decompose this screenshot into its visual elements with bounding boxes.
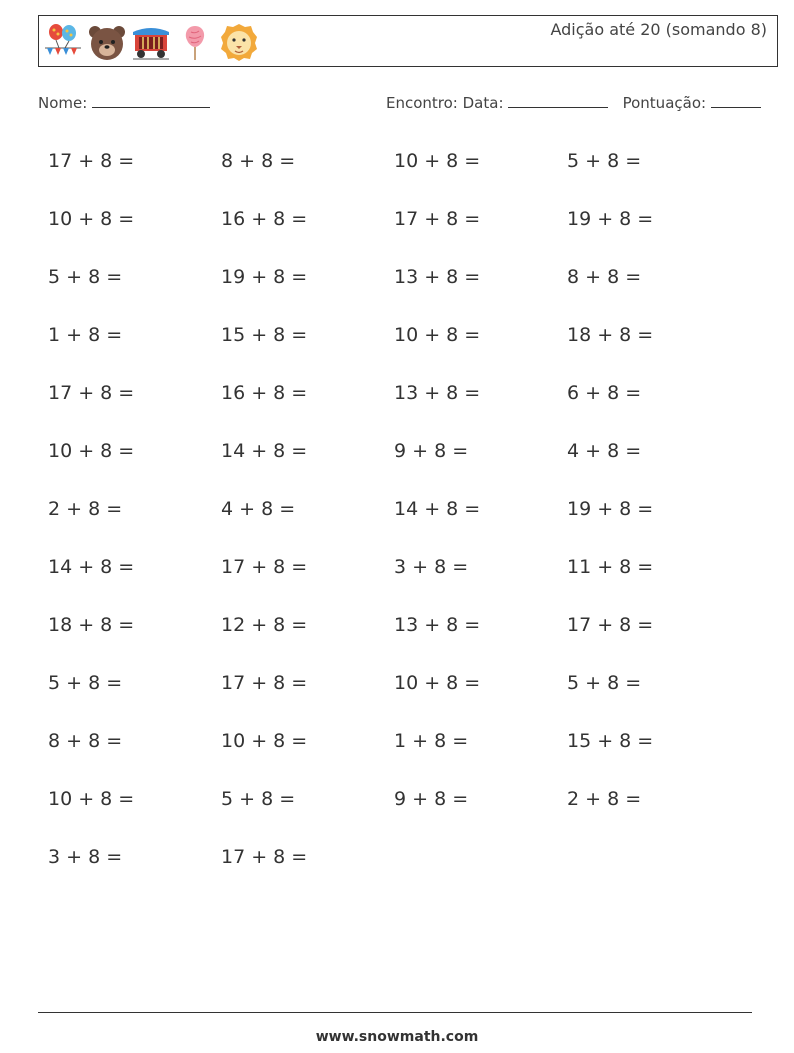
meeting-date-label: Encontro: Data:: [386, 94, 504, 112]
problem-item: 5 + 8 =: [567, 150, 642, 172]
problem-item: 4 + 8 =: [567, 440, 642, 462]
problem-item: 13 + 8 =: [394, 382, 481, 404]
problem-grid: [48, 150, 748, 870]
problem-item: 9 + 8 =: [394, 440, 469, 462]
problem-item: 17 + 8 =: [567, 614, 654, 636]
problem-item: 10 + 8 =: [394, 324, 481, 346]
problem-item: 10 + 8 =: [394, 150, 481, 172]
problem-item: 9 + 8 =: [394, 788, 469, 810]
meeting-date-field: [386, 93, 761, 112]
worksheet-header: [38, 15, 778, 67]
worksheet-title: Adição até 20 (somando 8): [550, 20, 767, 39]
problem-item: 5 + 8 =: [48, 266, 123, 288]
problem-item: 10 + 8 =: [221, 730, 308, 752]
name-label: Nome:: [38, 94, 88, 112]
problem-item: 17 + 8 =: [394, 208, 481, 230]
score-label: Pontuação:: [622, 94, 707, 112]
problem-item: 18 + 8 =: [48, 614, 135, 636]
problem-item: 17 + 8 =: [221, 846, 308, 868]
problem-item: 13 + 8 =: [394, 266, 481, 288]
problem-item: 12 + 8 =: [221, 614, 308, 636]
bear-face-icon: [87, 20, 127, 64]
problem-item: 15 + 8 =: [567, 730, 654, 752]
problem-item: 19 + 8 =: [567, 498, 654, 520]
problem-item: 14 + 8 =: [221, 440, 308, 462]
problem-item: 5 + 8 =: [567, 672, 642, 694]
date-blank[interactable]: [508, 93, 608, 108]
problem-item: 18 + 8 =: [567, 324, 654, 346]
problem-item: 1 + 8 =: [394, 730, 469, 752]
problem-item: 17 + 8 =: [221, 672, 308, 694]
problem-item: 14 + 8 =: [394, 498, 481, 520]
lion-face-icon: [219, 20, 259, 64]
problem-item: 8 + 8 =: [567, 266, 642, 288]
problem-item: 16 + 8 =: [221, 208, 308, 230]
problem-item: 10 + 8 =: [394, 672, 481, 694]
problem-item: 3 + 8 =: [394, 556, 469, 578]
problem-item: 8 + 8 =: [221, 150, 296, 172]
problem-item: 6 + 8 =: [567, 382, 642, 404]
footer-divider: [38, 1012, 752, 1013]
problem-item: 4 + 8 =: [221, 498, 296, 520]
problem-item: 5 + 8 =: [48, 672, 123, 694]
footer-url[interactable]: www.snowmath.com: [315, 1029, 479, 1045]
problem-item: 2 + 8 =: [567, 788, 642, 810]
problem-item: 10 + 8 =: [48, 208, 135, 230]
problem-item: 8 + 8 =: [48, 730, 123, 752]
problem-item: 3 + 8 =: [48, 846, 123, 868]
name-blank[interactable]: [92, 93, 210, 108]
problem-item: 19 + 8 =: [567, 208, 654, 230]
cotton-candy-icon: [175, 20, 215, 64]
problem-item: 2 + 8 =: [48, 498, 123, 520]
problem-item: 10 + 8 =: [48, 440, 135, 462]
problem-item: 16 + 8 =: [221, 382, 308, 404]
problem-item: 10 + 8 =: [48, 788, 135, 810]
problem-item: 19 + 8 =: [221, 266, 308, 288]
problem-item: 1 + 8 =: [48, 324, 123, 346]
problem-item: 5 + 8 =: [221, 788, 296, 810]
problem-item: 14 + 8 =: [48, 556, 135, 578]
problem-item: 13 + 8 =: [394, 614, 481, 636]
score-blank[interactable]: [711, 93, 761, 108]
problem-item: 11 + 8 =: [567, 556, 654, 578]
problem-item: 17 + 8 =: [221, 556, 308, 578]
name-field: [38, 93, 210, 112]
header-icons: [43, 20, 259, 64]
problem-item: 17 + 8 =: [48, 150, 135, 172]
problem-item: 17 + 8 =: [48, 382, 135, 404]
circus-wagon-icon: [131, 20, 171, 64]
problem-item: 15 + 8 =: [221, 324, 308, 346]
balloons-bunting-icon: [43, 20, 83, 64]
